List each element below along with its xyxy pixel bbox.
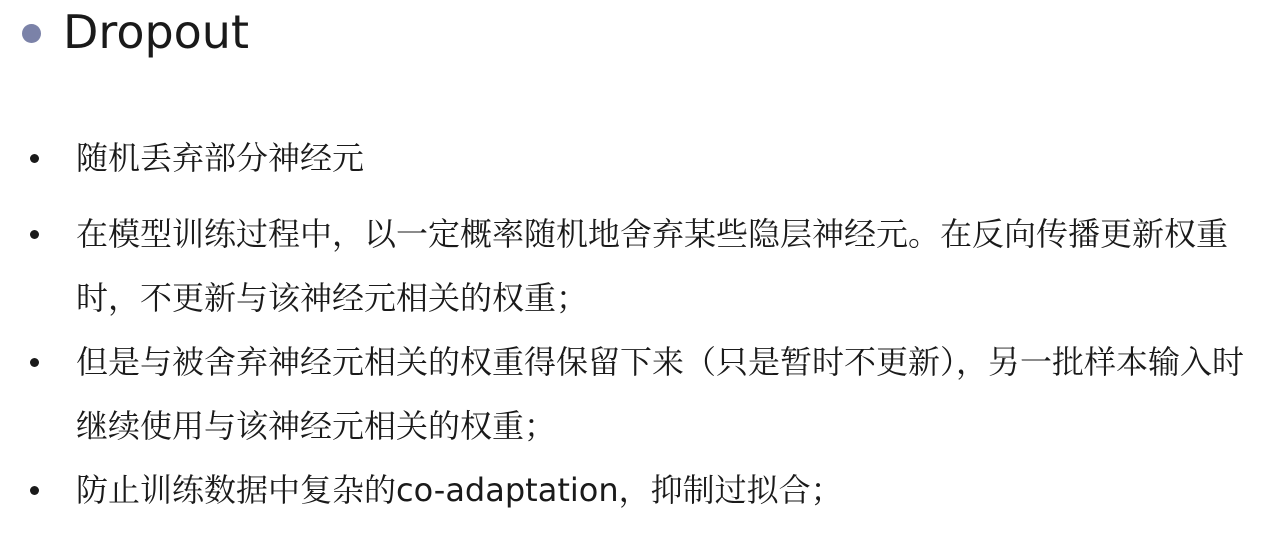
bullet-icon xyxy=(30,358,39,367)
bullet-icon xyxy=(30,154,39,163)
bullet-text: 在模型训练过程中，以一定概率随机地舍弃某些隐层神经元。在反向传播更新权重时，不更新与该神经元相关的权重； xyxy=(76,215,1229,317)
title-bullet-icon xyxy=(22,24,41,43)
list-item xyxy=(28,126,1248,190)
bullet-icon xyxy=(30,230,39,239)
slide-title: Dropout xyxy=(63,5,249,59)
slide-title-row xyxy=(22,4,249,60)
bullet-icon xyxy=(30,486,39,495)
bullet-text: 防止训练数据中复杂的co-adaptation，抑制过拟合； xyxy=(76,471,843,509)
list-item xyxy=(28,202,1248,330)
list-item xyxy=(28,458,1248,522)
bullet-text: 随机丢弃部分神经元 xyxy=(76,139,365,177)
bullet-list xyxy=(28,126,1248,522)
bullet-text: 但是与被舍弃神经元相关的权重得保留下来（只是暂时不更新），另一批样本输入时继续使用与该神经元相关的权重； xyxy=(76,343,1245,445)
list-item xyxy=(28,330,1248,458)
